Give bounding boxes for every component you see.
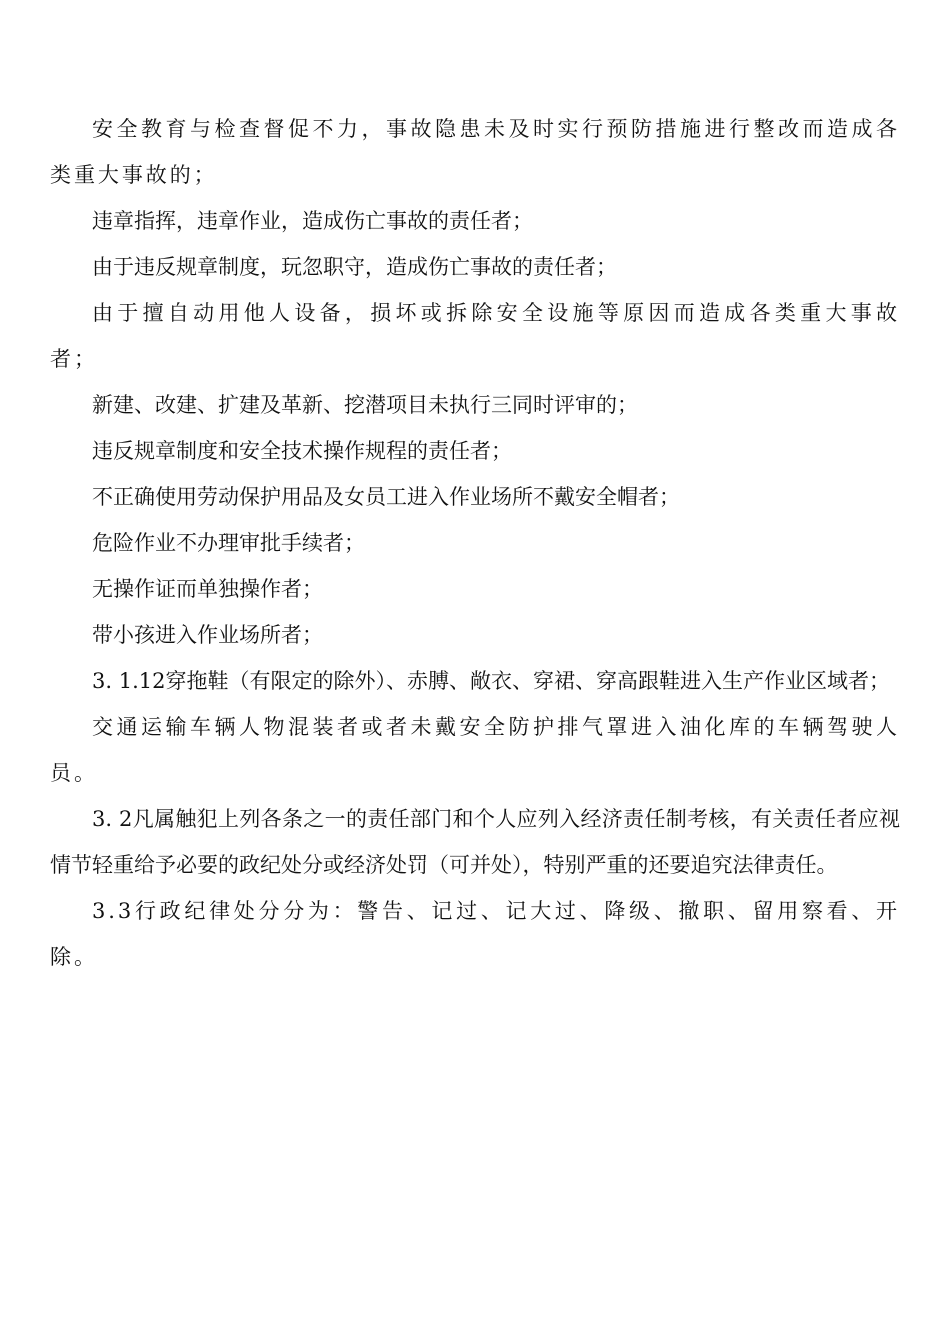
paragraph-rule-violation-negligence: 由于违反规章制度，玩忽职守，造成伤亡事故的责任者； xyxy=(92,255,617,279)
paragraph-no-operating-certificate: 无操作证而单独操作者； xyxy=(92,577,323,601)
paragraph-unauthorized-equipment: 由于擅自动用他人设备，损坏或拆除安全设施等原因而造成各类重大事故者； xyxy=(50,301,900,371)
paragraph-children-in-workplace: 带小孩进入作业场所者； xyxy=(92,623,323,647)
paragraph-disciplinary-sanctions: 3.3行政纪律处分分为：警告、记过、记大过、降级、撤职、留用察看、开除。 xyxy=(50,899,900,969)
paragraph-operating-procedure-violation: 违反规章制度和安全技术操作规程的责任者； xyxy=(92,439,512,463)
paragraph-improper-attire: 3. 1.12穿拖鞋（有限定的除外）、赤膊、敞衣、穿裙、穿高跟鞋进入生产作业区域者； xyxy=(92,669,890,693)
paragraph-hazardous-work-approval: 危险作业不办理审批手续者； xyxy=(92,531,365,555)
document-body xyxy=(50,106,900,980)
paragraph-three-simultaneous-review: 新建、改建、扩建及革新、挖潜项目未执行三同时评审的； xyxy=(92,393,638,417)
paragraph-vehicle-transport: 交通运输车辆人物混装者或者未戴安全防护排气罩进入油化库的车辆驾驶人员。 xyxy=(50,715,900,785)
paragraph-illegal-command: 违章指挥，违章作业，造成伤亡事故的责任者； xyxy=(92,209,533,233)
paragraph-safety-education: 安全教育与检查督促不力，事故隐患未及时实行预防措施进行整改而造成各类重大事故的； xyxy=(50,117,900,187)
paragraph-responsibility-assessment: 3. 2凡属触犯上列各条之一的责任部门和个人应列入经济责任制考核，有关责任者应视情节轻重给予必要的政纪处分或经济处罚（可并处），特别严重的还要追究法律责任。 xyxy=(50,807,900,877)
paragraph-protective-equipment: 不正确使用劳动保护用品及女员工进入作业场所不戴安全帽者； xyxy=(92,485,680,509)
